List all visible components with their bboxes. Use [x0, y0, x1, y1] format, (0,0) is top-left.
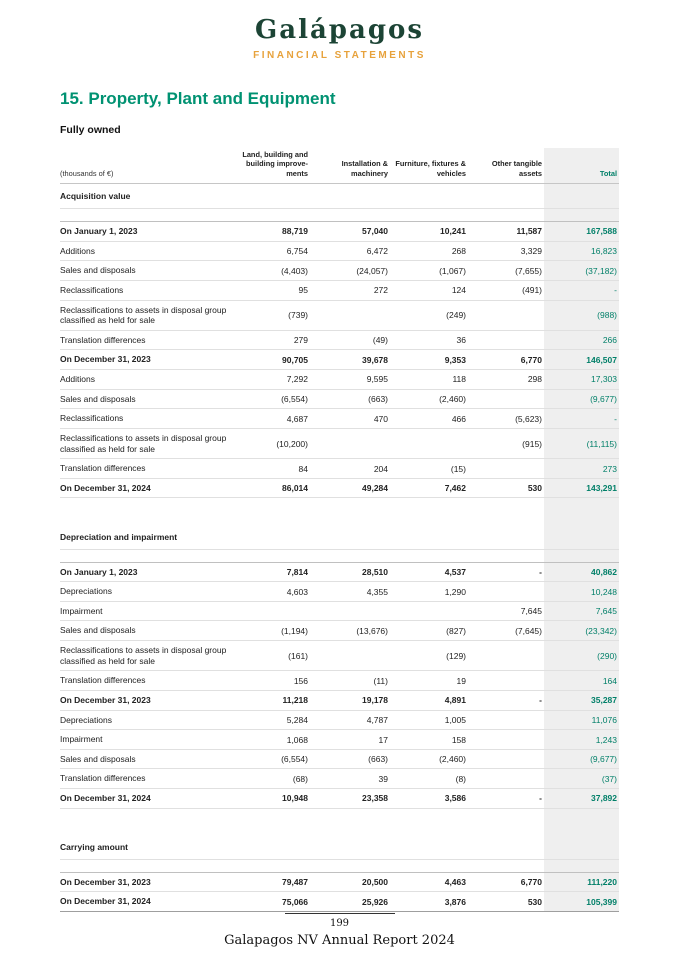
value-cell: 7,292	[236, 370, 310, 390]
total-value-cell: 167,588	[544, 222, 619, 242]
row-label: Reclassifications to assets in disposal group classified as held for sale	[60, 641, 236, 671]
row-label: Translation differences	[60, 769, 236, 789]
table-row	[60, 769, 619, 789]
row-label	[60, 859, 236, 872]
value-cell: (10,200)	[236, 428, 310, 458]
value-cell: 39,678	[310, 350, 390, 370]
value-cell: 10,948	[236, 789, 310, 809]
value-cell: 7,645	[468, 601, 544, 621]
value-cell	[236, 525, 310, 549]
value-cell: 36	[390, 330, 468, 350]
value-cell: 4,603	[236, 582, 310, 602]
table-row	[60, 222, 619, 242]
value-cell: (8)	[390, 769, 468, 789]
value-cell	[468, 525, 544, 549]
total-value-cell: 7,645	[544, 601, 619, 621]
value-cell: (129)	[390, 641, 468, 671]
value-cell: 4,463	[390, 872, 468, 892]
row-label: Impairment	[60, 730, 236, 750]
value-cell	[310, 300, 390, 330]
total-value-cell: 146,507	[544, 350, 619, 370]
value-cell: -	[468, 789, 544, 809]
value-cell: (663)	[310, 389, 390, 409]
table-row	[60, 749, 619, 769]
value-cell: 272	[310, 280, 390, 300]
col-header-land-building: Land, building and building improve-ments	[236, 148, 310, 184]
row-label: Additions	[60, 241, 236, 261]
value-cell	[310, 808, 390, 835]
total-value-cell	[544, 835, 619, 859]
row-label: Depreciations	[60, 582, 236, 602]
table-row	[60, 892, 619, 912]
value-cell: 268	[390, 241, 468, 261]
total-value-cell	[544, 808, 619, 835]
value-cell: (827)	[390, 621, 468, 641]
value-cell: -	[468, 690, 544, 710]
value-cell	[468, 835, 544, 859]
section-title-row	[60, 525, 619, 549]
table-body	[60, 184, 619, 912]
value-cell	[468, 671, 544, 691]
row-label: On December 31, 2024	[60, 789, 236, 809]
value-cell: 1,290	[390, 582, 468, 602]
row-label	[60, 808, 236, 835]
value-cell: (15)	[390, 459, 468, 479]
value-cell	[468, 641, 544, 671]
value-cell: 7,814	[236, 562, 310, 582]
value-cell: 298	[468, 370, 544, 390]
value-cell	[468, 184, 544, 209]
value-cell: 4,687	[236, 409, 310, 429]
value-cell: 530	[468, 478, 544, 498]
value-cell	[390, 549, 468, 562]
report-header	[60, 16, 619, 61]
col-header-total: Total	[544, 148, 619, 184]
value-cell	[236, 498, 310, 525]
table-header	[60, 148, 619, 184]
value-cell	[310, 641, 390, 671]
total-value-cell: 37,892	[544, 789, 619, 809]
table-row	[60, 330, 619, 350]
value-cell	[310, 601, 390, 621]
value-cell	[468, 549, 544, 562]
value-cell: 11,218	[236, 690, 310, 710]
total-value-cell: 40,862	[544, 562, 619, 582]
total-value-cell: 16,823	[544, 241, 619, 261]
value-cell: 84	[236, 459, 310, 479]
value-cell	[468, 710, 544, 730]
col-header-furniture-fixtures: Furniture, fixtures & vehicles	[390, 148, 468, 184]
col-header-other-tangible-assets: Other tangible assets	[468, 148, 544, 184]
row-label: Sales and disposals	[60, 749, 236, 769]
value-cell	[236, 808, 310, 835]
total-value-cell: 164	[544, 671, 619, 691]
value-cell	[390, 808, 468, 835]
total-value-cell: (23,342)	[544, 621, 619, 641]
total-value-cell	[544, 549, 619, 562]
value-cell: 124	[390, 280, 468, 300]
row-label: Translation differences	[60, 459, 236, 479]
value-cell: 25,926	[310, 892, 390, 912]
total-value-cell	[544, 184, 619, 209]
value-cell	[468, 859, 544, 872]
row-label: Translation differences	[60, 671, 236, 691]
value-cell	[310, 859, 390, 872]
table-row	[60, 389, 619, 409]
page-number: 199	[329, 918, 350, 929]
value-cell: (249)	[390, 300, 468, 330]
total-value-cell	[544, 525, 619, 549]
section-title-row	[60, 835, 619, 859]
value-cell: (739)	[236, 300, 310, 330]
row-label: Sales and disposals	[60, 389, 236, 409]
col-header-installation-machinery: Installation & machinery	[310, 148, 390, 184]
section-title: Acquisition value	[60, 184, 236, 209]
value-cell: 19,178	[310, 690, 390, 710]
total-value-cell: 10,248	[544, 582, 619, 602]
table-row	[60, 582, 619, 602]
value-cell: 1,068	[236, 730, 310, 750]
total-value-cell: -	[544, 280, 619, 300]
value-cell: 3,876	[390, 892, 468, 912]
total-value-cell: -	[544, 409, 619, 429]
footer-rule	[285, 913, 395, 914]
section-title: Carrying amount	[60, 835, 236, 859]
value-cell	[468, 808, 544, 835]
value-cell: 90,705	[236, 350, 310, 370]
value-cell: 204	[310, 459, 390, 479]
row-label: Translation differences	[60, 330, 236, 350]
total-value-cell: (9,677)	[544, 749, 619, 769]
value-cell: 17	[310, 730, 390, 750]
table-row	[60, 280, 619, 300]
total-value-cell	[544, 859, 619, 872]
value-cell: (68)	[236, 769, 310, 789]
value-cell: (7,645)	[468, 621, 544, 641]
value-cell: 6,770	[468, 350, 544, 370]
value-cell: 6,472	[310, 241, 390, 261]
table-row	[60, 300, 619, 330]
row-label: Reclassifications to assets in disposal group classified as held for sale	[60, 428, 236, 458]
table-row	[60, 350, 619, 370]
table-row	[60, 478, 619, 498]
value-cell: 39	[310, 769, 390, 789]
value-cell: (7,655)	[468, 261, 544, 281]
row-label: Reclassifications	[60, 280, 236, 300]
value-cell	[236, 601, 310, 621]
section-spacer	[60, 549, 619, 562]
financial-statements-label: FINANCIAL STATEMENTS	[253, 49, 426, 61]
total-value-cell: (37)	[544, 769, 619, 789]
row-label: On December 31, 2023	[60, 350, 236, 370]
table-row	[60, 562, 619, 582]
total-value-cell	[544, 209, 619, 222]
value-cell: 5,284	[236, 710, 310, 730]
value-cell: (491)	[468, 280, 544, 300]
value-cell: (915)	[468, 428, 544, 458]
page-title: 15. Property, Plant and Equipment	[60, 88, 336, 108]
section-title-row	[60, 184, 619, 209]
value-cell	[468, 582, 544, 602]
value-cell: (5,623)	[468, 409, 544, 429]
value-cell: 4,787	[310, 710, 390, 730]
row-label: Sales and disposals	[60, 261, 236, 281]
row-label	[60, 498, 236, 525]
table-row	[60, 789, 619, 809]
value-cell	[390, 184, 468, 209]
value-cell: 7,462	[390, 478, 468, 498]
total-value-cell: 17,303	[544, 370, 619, 390]
row-label	[60, 549, 236, 562]
table-row	[60, 710, 619, 730]
total-value-cell	[544, 498, 619, 525]
value-cell: 470	[310, 409, 390, 429]
page-footer	[0, 913, 679, 948]
row-label: Reclassifications to assets in disposal group classified as held for sale	[60, 300, 236, 330]
total-value-cell: (988)	[544, 300, 619, 330]
row-label: On December 31, 2024	[60, 478, 236, 498]
total-value-cell: (290)	[544, 641, 619, 671]
table-row	[60, 690, 619, 710]
value-cell: 28,510	[310, 562, 390, 582]
value-cell: 86,014	[236, 478, 310, 498]
value-cell: (6,554)	[236, 749, 310, 769]
value-cell: (663)	[310, 749, 390, 769]
value-cell: (2,460)	[390, 749, 468, 769]
value-cell	[390, 835, 468, 859]
value-cell: 57,040	[310, 222, 390, 242]
row-label: Reclassifications	[60, 409, 236, 429]
value-cell	[390, 209, 468, 222]
value-cell: 6,770	[468, 872, 544, 892]
value-cell	[468, 730, 544, 750]
table-row	[60, 261, 619, 281]
total-value-cell: 273	[544, 459, 619, 479]
value-cell: 79,487	[236, 872, 310, 892]
value-cell	[468, 300, 544, 330]
value-cell: 4,355	[310, 582, 390, 602]
total-value-cell: (11,115)	[544, 428, 619, 458]
unit-label: (thousands of €)	[60, 148, 236, 184]
total-value-cell: 111,220	[544, 872, 619, 892]
row-label: Depreciations	[60, 710, 236, 730]
value-cell	[236, 549, 310, 562]
value-cell	[236, 859, 310, 872]
section-spacer	[60, 209, 619, 222]
section-gap	[60, 808, 619, 835]
value-cell: 49,284	[310, 478, 390, 498]
value-cell: 158	[390, 730, 468, 750]
value-cell: (24,057)	[310, 261, 390, 281]
row-label: On December 31, 2023	[60, 690, 236, 710]
total-value-cell: 266	[544, 330, 619, 350]
row-label: On December 31, 2024	[60, 892, 236, 912]
value-cell	[236, 835, 310, 859]
value-cell: 11,587	[468, 222, 544, 242]
table-row	[60, 872, 619, 892]
value-cell	[468, 749, 544, 769]
value-cell	[390, 428, 468, 458]
value-cell: 9,595	[310, 370, 390, 390]
table-row	[60, 621, 619, 641]
value-cell: 530	[468, 892, 544, 912]
value-cell: (13,676)	[310, 621, 390, 641]
value-cell: (161)	[236, 641, 310, 671]
value-cell: 10,241	[390, 222, 468, 242]
value-cell: -	[468, 562, 544, 582]
total-value-cell: 1,243	[544, 730, 619, 750]
value-cell	[468, 209, 544, 222]
value-cell	[468, 498, 544, 525]
value-cell: 88,719	[236, 222, 310, 242]
total-value-cell: (37,182)	[544, 261, 619, 281]
ppe-table	[60, 148, 619, 913]
section-spacer	[60, 859, 619, 872]
value-cell: (1,194)	[236, 621, 310, 641]
row-label: On January 1, 2023	[60, 562, 236, 582]
row-label: Impairment	[60, 601, 236, 621]
value-cell: 9,353	[390, 350, 468, 370]
value-cell: 156	[236, 671, 310, 691]
value-cell: (2,460)	[390, 389, 468, 409]
row-label: Additions	[60, 370, 236, 390]
value-cell	[468, 769, 544, 789]
table-row	[60, 671, 619, 691]
row-label: On December 31, 2023	[60, 872, 236, 892]
value-cell: 118	[390, 370, 468, 390]
value-cell	[310, 209, 390, 222]
value-cell	[390, 859, 468, 872]
value-cell: 466	[390, 409, 468, 429]
total-value-cell: (9,677)	[544, 389, 619, 409]
value-cell	[390, 525, 468, 549]
table-row	[60, 641, 619, 671]
value-cell	[468, 330, 544, 350]
value-cell	[236, 184, 310, 209]
value-cell	[310, 835, 390, 859]
value-cell	[468, 459, 544, 479]
value-cell: (11)	[310, 671, 390, 691]
report-title: Galapagos NV Annual Report 2024	[224, 933, 455, 948]
table-row	[60, 601, 619, 621]
table-row	[60, 428, 619, 458]
row-label: On January 1, 2023	[60, 222, 236, 242]
value-cell: (49)	[310, 330, 390, 350]
table-row	[60, 241, 619, 261]
galapagos-logo: Galápagos	[255, 15, 424, 45]
section-gap	[60, 498, 619, 525]
value-cell: 6,754	[236, 241, 310, 261]
value-cell	[310, 498, 390, 525]
value-cell: 279	[236, 330, 310, 350]
total-value-cell: 105,399	[544, 892, 619, 912]
value-cell: (4,403)	[236, 261, 310, 281]
value-cell: 4,891	[390, 690, 468, 710]
fully-owned-subtitle: Fully owned	[60, 123, 121, 136]
value-cell	[390, 498, 468, 525]
row-label	[60, 209, 236, 222]
total-value-cell: 11,076	[544, 710, 619, 730]
table-row	[60, 370, 619, 390]
value-cell: (1,067)	[390, 261, 468, 281]
value-cell	[468, 389, 544, 409]
value-cell: 1,005	[390, 710, 468, 730]
value-cell	[310, 428, 390, 458]
row-label: Sales and disposals	[60, 621, 236, 641]
value-cell	[310, 549, 390, 562]
value-cell	[310, 184, 390, 209]
total-value-cell: 143,291	[544, 478, 619, 498]
value-cell	[390, 601, 468, 621]
value-cell: 75,066	[236, 892, 310, 912]
value-cell: (6,554)	[236, 389, 310, 409]
value-cell	[310, 525, 390, 549]
value-cell	[236, 209, 310, 222]
value-cell: 3,586	[390, 789, 468, 809]
value-cell: 20,500	[310, 872, 390, 892]
value-cell: 95	[236, 280, 310, 300]
table-row	[60, 409, 619, 429]
total-value-cell: 35,287	[544, 690, 619, 710]
value-cell: 3,329	[468, 241, 544, 261]
table-row	[60, 459, 619, 479]
table-row	[60, 730, 619, 750]
value-cell: 19	[390, 671, 468, 691]
value-cell: 23,358	[310, 789, 390, 809]
table-header-row	[60, 148, 619, 184]
value-cell: 4,537	[390, 562, 468, 582]
section-title: Depreciation and impairment	[60, 525, 236, 549]
